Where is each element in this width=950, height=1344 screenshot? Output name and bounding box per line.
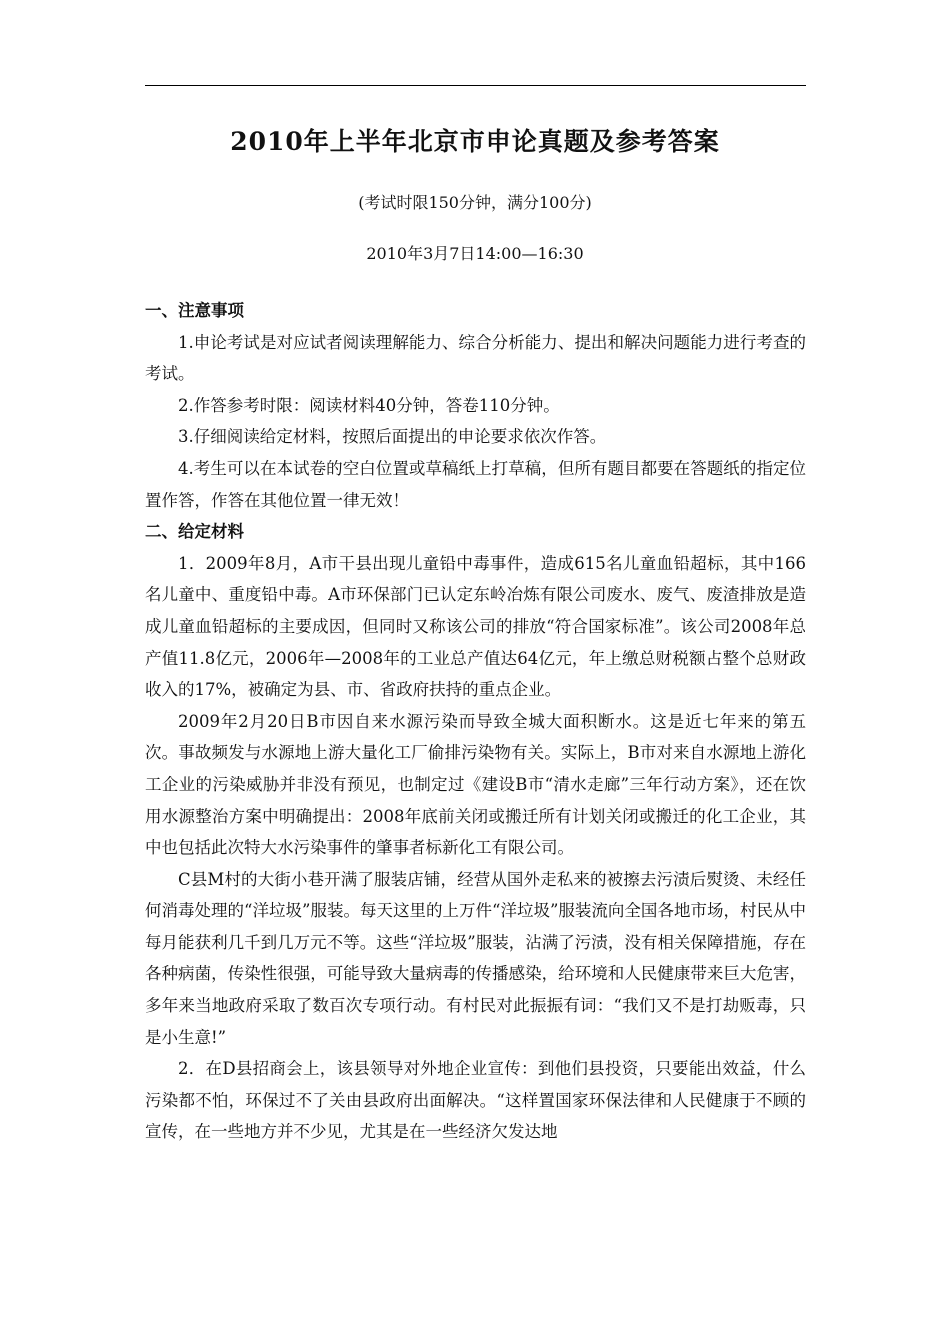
note-item: 4.考生可以在本试卷的空白位置或草稿纸上打草稿，但所有题目都要在答题纸的指定位置作答，作答在其他位置一律无效！ [145, 458, 806, 510]
document-body [145, 295, 806, 1148]
document-title: 2010年上半年北京市申论真题及参考答案 [230, 127, 720, 156]
note-item: 2.作答参考时限：阅读材料40分钟，答卷110分钟。 [178, 395, 560, 415]
section-heading-notes: 一、注意事项 [145, 301, 244, 320]
note-item: 3.仔细阅读给定材料，按照后面提出的申论要求依次作答。 [178, 427, 607, 447]
material-paragraph: 1．2009年8月，A市干县出现儿童铅中毒事件，造成615名儿童血铅超标，其中166名儿童中、重度铅中毒。A市环保部门已认定东岭冶炼有限公司废水、废气、废渣排放是造成儿童血铅超标的主要成因，但同时又称该公司的排放“符合国家标准”。该公司2008年总产值11.8亿元，2006年—2008年的工业总产值达64亿元，年上缴总财税额占整个总财政收入的17%，被确定为县、市、省政府扶持的重点企业。 [145, 553, 806, 700]
header-rule [145, 85, 806, 86]
note-item: 1.申论考试是对应试者阅读理解能力、综合分析能力、提出和解决问题能力进行考查的考试。 [145, 332, 806, 384]
exam-date: 2010年3月7日14:00—16:30 [366, 244, 584, 263]
section-heading-materials: 二、给定材料 [145, 522, 244, 542]
exam-duration: (考试时限150分钟，满分100分) [358, 193, 592, 212]
material-paragraph: 2009年2月20日B市因自来水源污染而导致全城大面积断水。这是近七年来的第五次。事故频发与水源地上游大量化工厂偷排污染物有关。实际上，B市对来自水源地上游化工企业的污染威胁并非没有预见，也制定过《建设B市“清水走廊”三年行动方案》，还在饮用水源整治方案中明确提出：2008年底前关闭或搬迁所有计划关闭或搬迁的化工企业，其中也包括此次特大水污染事件的肇事者标新化工有限公司。 [145, 711, 806, 858]
material-paragraph: 2．在D县招商会上，该县领导对外地企业宣传：到他们县投资，只要能出效益，什么污染都不怕，环保过不了关由县政府出面解决。“这样置国家环保法律和人民健康于不顾的宣传，在一些地方并不少见，尤其是在一些经济欠发达地 [145, 1059, 806, 1142]
material-paragraph: C县M村的大街小巷开满了服装店铺，经营从国外走私来的被擦去污渍后熨烫、未经任何消毒处理的“洋垃圾”服装。每天这里的上万件“洋垃圾”服装流向全国各地市场，村民从中每月能获利几千到几万元不等。这些“洋垃圾”服装，沾满了污渍，没有相关保障措施，存在各种病菌，传染性很强，可能导致大量病毒的传播感染，给环境和人民健康带来巨大危害，多年来当地政府采取了数百次专项行动。有村民对此振振有词：“我们又不是打劫贩毒，只是小生意!” [145, 869, 806, 1047]
